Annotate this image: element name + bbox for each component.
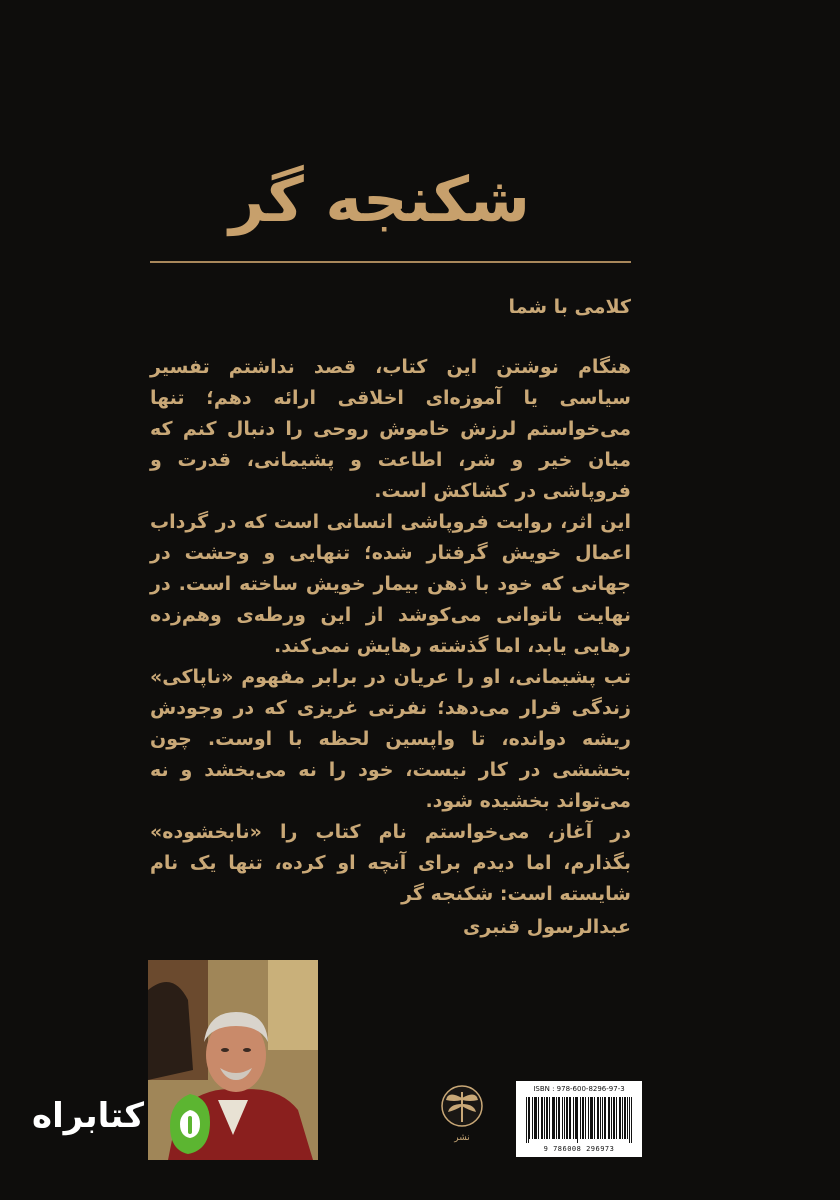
publisher-logo bbox=[440, 1082, 484, 1146]
isbn-label: ISBN : 978-600-8296-97-3 bbox=[533, 1085, 625, 1093]
ketabrah-watermark bbox=[28, 1088, 214, 1160]
author-signature: عبدالرسول قنبری bbox=[462, 916, 631, 938]
isbn-barcode bbox=[516, 1081, 642, 1157]
paragraph-2: این اثر، روایت فروپاشی انسانی است که در گرداب اعمال خویش گرفتار شده؛ تنهایی و وحشت در جهانی که خود با ذهن بیمار خویش ساخته است. در نهایت ناتوانی می‌کوشد از این ورطه‌ی وهم‌زده رهایی یابد، اما گذشته رهایش نمی‌کند. bbox=[150, 511, 631, 657]
paragraph-4: در آغاز، می‌خواستم نام کتاب را «نابخشوده» بگذارم، اما دیدم برای آنچه او کرده، تنها یک نام شایسته است: شکنجه گر bbox=[150, 821, 631, 905]
watermark-text: کتابراه bbox=[32, 1096, 145, 1136]
publisher-logo-text: نشر bbox=[454, 1133, 470, 1143]
barcode-bars-icon bbox=[526, 1097, 632, 1143]
paragraph-3: تب پشیمانی، او را عریان در برابر مفهوم «ناپاکی» زندگی قرار می‌دهد؛ نفرتی غریزی که در وجودش ریشه دوانده، تا واپسین لحظه با اوست. چون بخششی در کار نیست، خود را نه می‌بخشد و نه می‌تواند بخشیده شود. bbox=[150, 666, 631, 812]
barcode-digits: 9 786008 296973 bbox=[543, 1145, 615, 1153]
paragraph-1: هنگام نوشتن این کتاب، قصد نداشتم تفسیر سیاسی یا آموزه‌ای اخلاقی ارائه دهم؛ تنها می‌خواستم لرزش خاموش روحی را دنبال کنم که میان خیر و شر، اطاعت و پشیمانی، قدرت و فروپاشی در کشاکش است. bbox=[150, 356, 631, 502]
section-heading: کلامی با شما bbox=[508, 296, 631, 318]
ketabrah-logo-icon bbox=[168, 1092, 212, 1156]
dragonfly-icon bbox=[440, 1082, 484, 1146]
title-divider bbox=[150, 261, 631, 263]
book-title: شکنجه گر bbox=[229, 163, 530, 236]
